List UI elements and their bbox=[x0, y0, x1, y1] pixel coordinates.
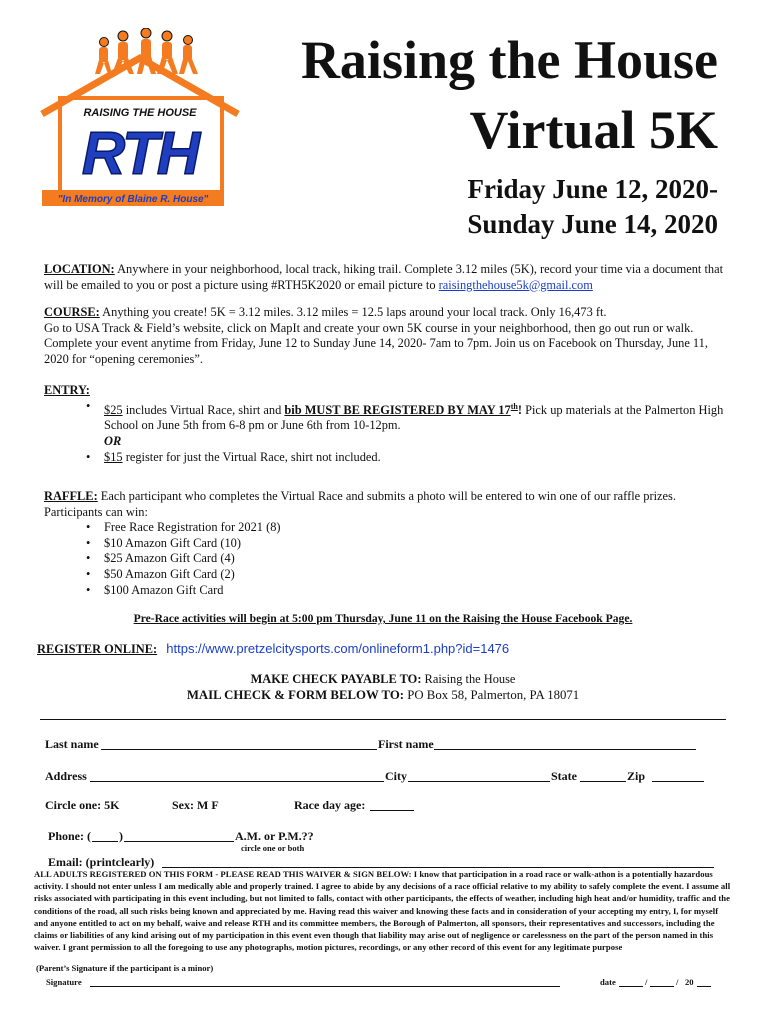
race-day-age-field[interactable] bbox=[370, 798, 414, 811]
city-label: City bbox=[385, 769, 407, 783]
entry-deadline: bib MUST BE REGISTERED BY MAY 17 bbox=[284, 402, 511, 417]
ampm-label[interactable]: A.M. or P.M.?? bbox=[235, 829, 314, 843]
date-day-field[interactable] bbox=[650, 977, 674, 987]
address-field[interactable] bbox=[90, 769, 384, 782]
entry-item-25 bbox=[82, 399, 724, 450]
course-text1: Anything you create! 5K = 3.12 miles. 3.12 miles = 12.5 laps around your local track. Only 16,473 ft. bbox=[99, 305, 607, 319]
entry-bang: ! bbox=[517, 402, 522, 417]
parent-note: (Parent’s Signature if the participant is a minor) bbox=[36, 963, 214, 973]
zip-label: Zip bbox=[627, 769, 646, 783]
zip-field[interactable] bbox=[652, 769, 704, 782]
raffle-text: Each participant who completes the Virtual Race and submits a photo will be entered to win one of our raffle prizes. bbox=[97, 489, 676, 503]
payable-label: MAKE CHECK PAYABLE TO: bbox=[250, 672, 422, 686]
phone-label: Phone: ( bbox=[48, 829, 91, 843]
email-field[interactable] bbox=[162, 855, 714, 868]
raffle-label: RAFFLE: bbox=[44, 489, 98, 503]
phone-area-field[interactable] bbox=[92, 829, 118, 842]
register-online bbox=[37, 641, 509, 657]
entry-item2-text: register for just the Virtual Race, shirt not included. bbox=[122, 449, 381, 464]
location-label: LOCATION: bbox=[44, 262, 115, 276]
logo-memory-text: "In Memory of Blaine R. House" bbox=[57, 194, 209, 205]
mail-line bbox=[0, 688, 766, 703]
sex-label[interactable]: Sex: M F bbox=[172, 798, 219, 812]
course-section bbox=[44, 305, 724, 367]
payable-line bbox=[0, 672, 766, 687]
entry-item-15 bbox=[82, 450, 724, 466]
circle-one-label[interactable]: Circle one: 5K bbox=[45, 798, 120, 812]
course-label: COURSE: bbox=[44, 305, 100, 319]
prerace-note: Pre-Race activities will begin at 5:00 pm Thursday, June 11 on the Raising the House Facebook Page. bbox=[133, 612, 633, 625]
phone-paren: ) bbox=[119, 829, 123, 843]
raffle-prize: • $100 Amazon Gift Card bbox=[82, 583, 724, 599]
circle-note: circle one or both bbox=[241, 843, 305, 853]
state-label: State bbox=[551, 769, 577, 783]
register-label: REGISTER ONLINE: bbox=[37, 642, 158, 656]
raffle-prize: • $10 Amazon Gift Card (10) bbox=[82, 536, 724, 552]
register-link[interactable]: https://www.pretzelcitysports.com/onlineform1.php?id=1476 bbox=[166, 641, 510, 656]
page-title-line1: Raising the House bbox=[300, 30, 718, 90]
address-label: Address bbox=[45, 769, 87, 783]
entry-or: OR bbox=[104, 433, 122, 448]
date-line2: Sunday June 14, 2020 bbox=[467, 209, 718, 239]
entry-deadline-sup: th bbox=[510, 401, 518, 411]
location-section bbox=[44, 262, 724, 293]
first-name-label: First name bbox=[378, 737, 434, 751]
entry-item1-rest: Pick up materials at the Palmerton High School on June 5th from 6-8 pm or June 6th from 10-12pm. bbox=[104, 402, 724, 433]
last-name-label: Last name bbox=[45, 737, 99, 751]
entry-price-15: $15 bbox=[104, 449, 123, 464]
course-text2: Go to USA Track & Field’s website, click on MapIt and create your own 5K course in your neighborhood, then go out run or walk. bbox=[44, 320, 694, 335]
signature-label: Signature bbox=[46, 977, 82, 987]
raffle-prize: • Free Race Registration for 2021 (8) bbox=[82, 520, 724, 536]
date-line1: Friday June 12, 2020- bbox=[467, 174, 718, 204]
date-slash: / bbox=[676, 977, 679, 987]
location-text: Anywhere in your neighborhood, local track, hiking trail. Complete 3.12 miles (5K), record your time via a document that will be emailed to you or post a picture using #RTH5K2020 or email picture to bbox=[44, 262, 724, 292]
mail-value: PO Box 58, Palmerton, PA 18071 bbox=[404, 688, 580, 702]
raffle-prize: • $25 Amazon Gift Card (4) bbox=[82, 551, 724, 567]
raffle-section bbox=[44, 489, 724, 598]
signature-field[interactable] bbox=[90, 977, 560, 987]
year-prefix: 20 bbox=[685, 977, 694, 987]
entry-item1-text: includes Virtual Race, shirt and bbox=[122, 402, 285, 417]
first-name-field[interactable] bbox=[434, 737, 696, 750]
entry-section bbox=[44, 383, 724, 465]
phone-number-field[interactable] bbox=[124, 829, 234, 842]
page-title-line2: Virtual 5K bbox=[469, 100, 718, 160]
state-field[interactable] bbox=[580, 769, 626, 782]
course-text3: Complete your event anytime from Friday, June 12 to Sunday June 14, 2020- 7am to 7pm. Join us on Facebook on Thursday, June 11, 2020 for “opening ceremonies”. bbox=[44, 336, 708, 366]
waiver-text: ALL ADULTS REGISTERED ON THIS FORM - PLEASE READ THIS WAIVER & SIGN BELOW: I know that participation in a road race or walk-athon is a potentially hazardous activity. I should not enter unless I am medically able and properly trained. I agree to abide by any decisions of a race official relative to my ability to safely complete the event. I assume all risks associated with participating in this event including, but not limited to falls, contact with other participants, the effects of weather, including high heat and/or humidity, traffic and the conditions of the road, all such risks being known and appreciated by me. Having read this waiver and knowing these facts and in consideration of your accepting my entry, I, for myself and anyone entitled to act on my behalf, waive and release RTH and its committee members, the Borough of Palmerton, all sponsors, their representatives and successors, including the claims or liabilities of any kind arising out of my participation in this event even though that liability may arise out of negligence or carelessness on the part of the person named in this waiver. I grant permission to all the foregoing to use any photographs, motion pictures, recordings, or any other record of this event for any legitimate purpose bbox=[34, 869, 731, 953]
raffle-text2: Participants can win: bbox=[44, 504, 148, 519]
date-slash: / bbox=[645, 977, 648, 987]
city-field[interactable] bbox=[408, 769, 550, 782]
last-name-field[interactable] bbox=[101, 737, 377, 750]
mail-label: MAIL CHECK & FORM BELOW TO: bbox=[186, 688, 405, 702]
raffle-prize: • $50 Amazon Gift Card (2) bbox=[82, 567, 724, 583]
email-link[interactable]: raisingthehouse5k@gmail.com bbox=[438, 277, 593, 292]
divider bbox=[40, 719, 726, 720]
runners-graphic bbox=[95, 28, 198, 74]
logo-letters: RTH bbox=[81, 120, 199, 187]
date-label: date bbox=[600, 977, 616, 987]
entry-price-25: $25 bbox=[104, 402, 123, 417]
entry-label: ENTRY: bbox=[44, 383, 90, 397]
rth-logo bbox=[38, 28, 243, 210]
date-year-field[interactable] bbox=[697, 977, 711, 987]
race-day-age-label: Race day age: bbox=[294, 798, 366, 812]
payable-value: Raising the House bbox=[421, 672, 516, 686]
date-month-field[interactable] bbox=[619, 977, 643, 987]
logo-roof-text: RAISING THE HOUSE bbox=[83, 107, 197, 119]
email-label: Email: (printclearly) bbox=[48, 855, 155, 869]
